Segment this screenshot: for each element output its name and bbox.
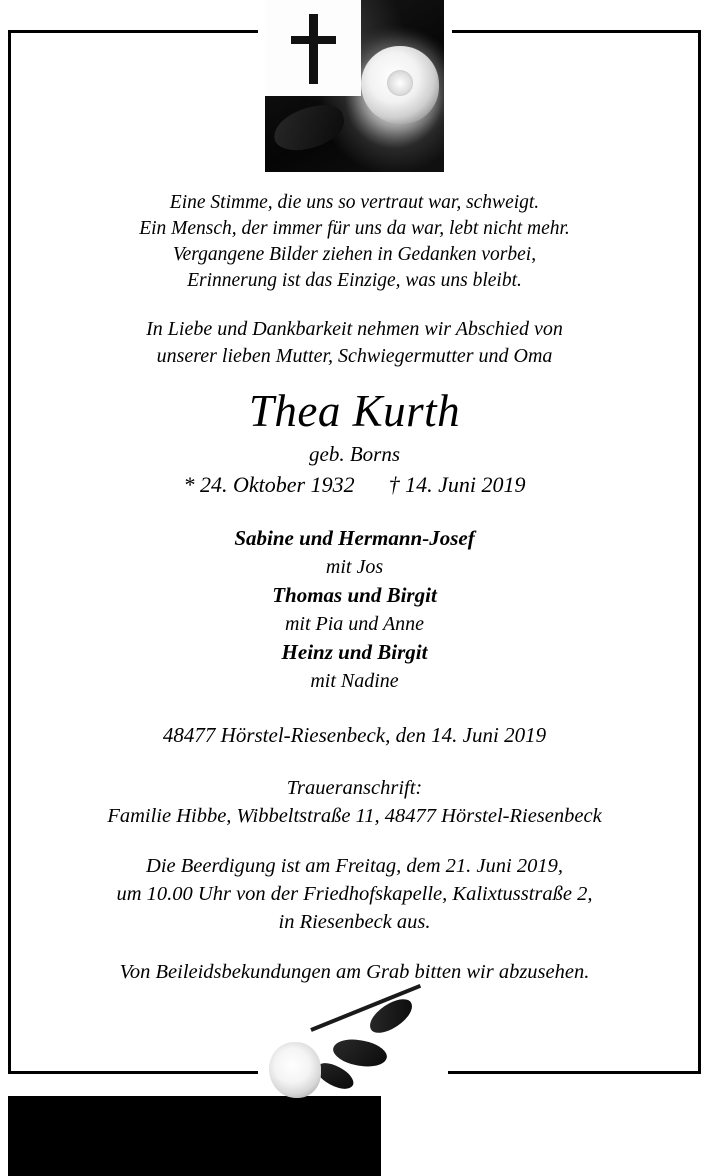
poem-line: Eine Stimme, die uns so vertraut war, schweigt. <box>169 192 540 213</box>
funeral-line: um 10.00 Uhr von der Friedhofskapelle, Kalixtusstraße 2, <box>116 883 593 905</box>
cross-panel <box>265 0 361 96</box>
family-with: mit Jos <box>325 556 384 578</box>
mourning-address-block <box>20 774 689 830</box>
maiden-name: geb. Borns <box>309 442 400 466</box>
family-names: Sabine und Hermann-Josef <box>234 526 475 550</box>
cross-rose-photo <box>265 0 444 172</box>
mourning-address-label: Traueranschrift: <box>286 777 423 799</box>
intro-line: unserer lieben Mutter, Schwiegermutter und Oma <box>156 345 553 367</box>
poem-block <box>20 190 689 294</box>
family-names: Thomas und Birgit <box>272 583 437 607</box>
mourning-address-line: Familie Hibbe, Wibbeltstraße 11, 48477 Hörstel-Riesenbeck <box>107 805 602 827</box>
death-date: † 14. Juni 2019 <box>388 472 526 497</box>
life-dates <box>20 470 689 500</box>
poem-line: Vergangene Bilder ziehen in Gedanken vorbei, <box>172 244 537 265</box>
family-block <box>20 524 689 695</box>
cross-icon <box>309 14 318 84</box>
family-with: mit Pia und Anne <box>284 613 425 635</box>
intro-line: In Liebe und Dankbarkeit nehmen wir Abschied von <box>146 318 563 340</box>
funeral-details-block <box>20 852 689 936</box>
closing-note-block <box>20 958 689 986</box>
family-with: mit Nadine <box>310 670 399 692</box>
closing-line: Von Beileidsbekundungen am Grab bitten wir abzusehen. <box>119 961 590 983</box>
funeral-line: in Riesenbeck aus. <box>278 911 431 933</box>
intro-block <box>20 316 689 370</box>
bottom-black-bar <box>8 1096 381 1176</box>
white-rose-icon <box>269 1042 321 1098</box>
deceased-name: Thea Kurth <box>248 386 461 436</box>
funeral-line: Die Beerdigung ist am Freitag, dem 21. Juni 2019, <box>146 855 563 877</box>
poem-line: Ein Mensch, der immer für uns da war, lebt nicht mehr. <box>139 218 570 239</box>
notice-text <box>20 190 689 986</box>
place-and-date: 48477 Hörstel-Riesenbeck, den 14. Juni 2019 <box>162 723 547 747</box>
cross-icon-bar <box>291 36 336 44</box>
poem-line: Erinnerung ist das Einzige, was uns bleibt. <box>187 270 522 291</box>
rose-leaf <box>364 994 418 1038</box>
birth-date: * 24. Oktober 1932 <box>183 472 355 497</box>
white-rose-icon <box>361 46 439 124</box>
family-names: Heinz und Birgit <box>281 640 428 664</box>
white-rose-stem-photo <box>255 1000 455 1108</box>
